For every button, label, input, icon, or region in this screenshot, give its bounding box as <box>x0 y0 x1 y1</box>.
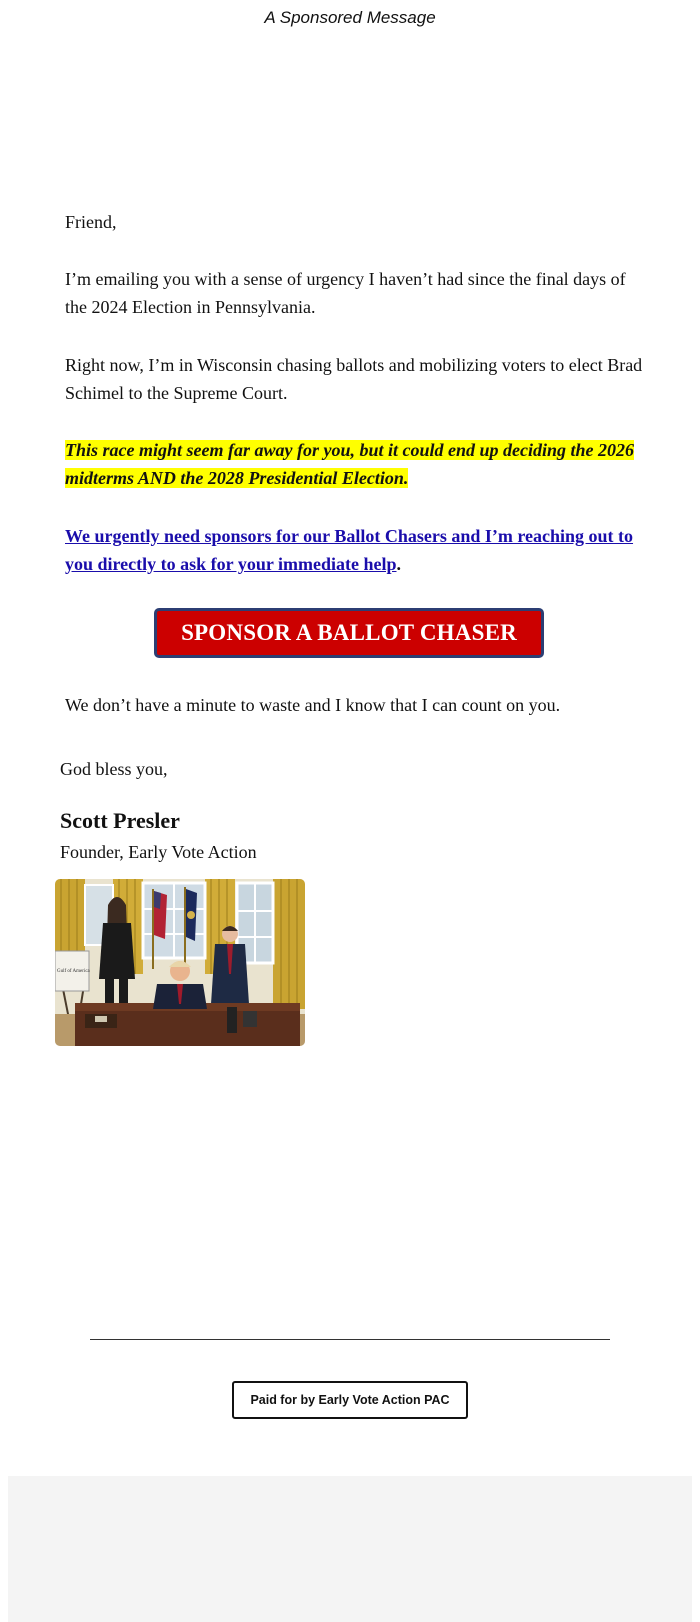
paid-for-disclaimer: Paid for by Early Vote Action PAC <box>232 1381 468 1419</box>
greeting: Friend, <box>65 212 117 232</box>
photo-illustration <box>55 879 305 1046</box>
highlighted-text: This race might seem far away for you, but it could end up deciding the 2026 midterms AND the 2028 Presidential Election. <box>65 440 635 488</box>
link-period: . <box>396 554 401 574</box>
paragraph-wisconsin: Right now, I’m in Wisconsin chasing ballots and mobilizing voters to elect Brad Schimel to the Supreme Court. <box>65 355 643 403</box>
highlighted-paragraph <box>65 436 645 492</box>
signer-name: Scott Presler <box>60 808 180 833</box>
photo-sign-text: Gulf of America <box>57 969 90 974</box>
footer-area <box>8 1476 692 1622</box>
oval-office-photo[interactable] <box>55 879 305 1046</box>
sponsor-ballot-chaser-button[interactable]: SPONSOR A BALLOT CHASER <box>154 608 544 658</box>
sponsor-link-paragraph <box>65 522 645 578</box>
signoff: God bless you, <box>60 759 168 779</box>
sponsored-message-label: A Sponsored Message <box>264 8 436 27</box>
signer-title: Founder, Early Vote Action <box>60 842 257 862</box>
sponsor-link[interactable]: We urgently need sponsors for our Ballot Chasers and I’m reaching out to you directly to ask for your immediate help <box>65 526 634 574</box>
paragraph-count-on-you: We don’t have a minute to waste and I know that I can count on you. <box>65 695 561 715</box>
paragraph-urgency: I’m emailing you with a sense of urgency I haven’t had since the final days of the 2024 Election in Pennsylvania. <box>65 269 626 317</box>
footer-divider <box>90 1339 610 1340</box>
